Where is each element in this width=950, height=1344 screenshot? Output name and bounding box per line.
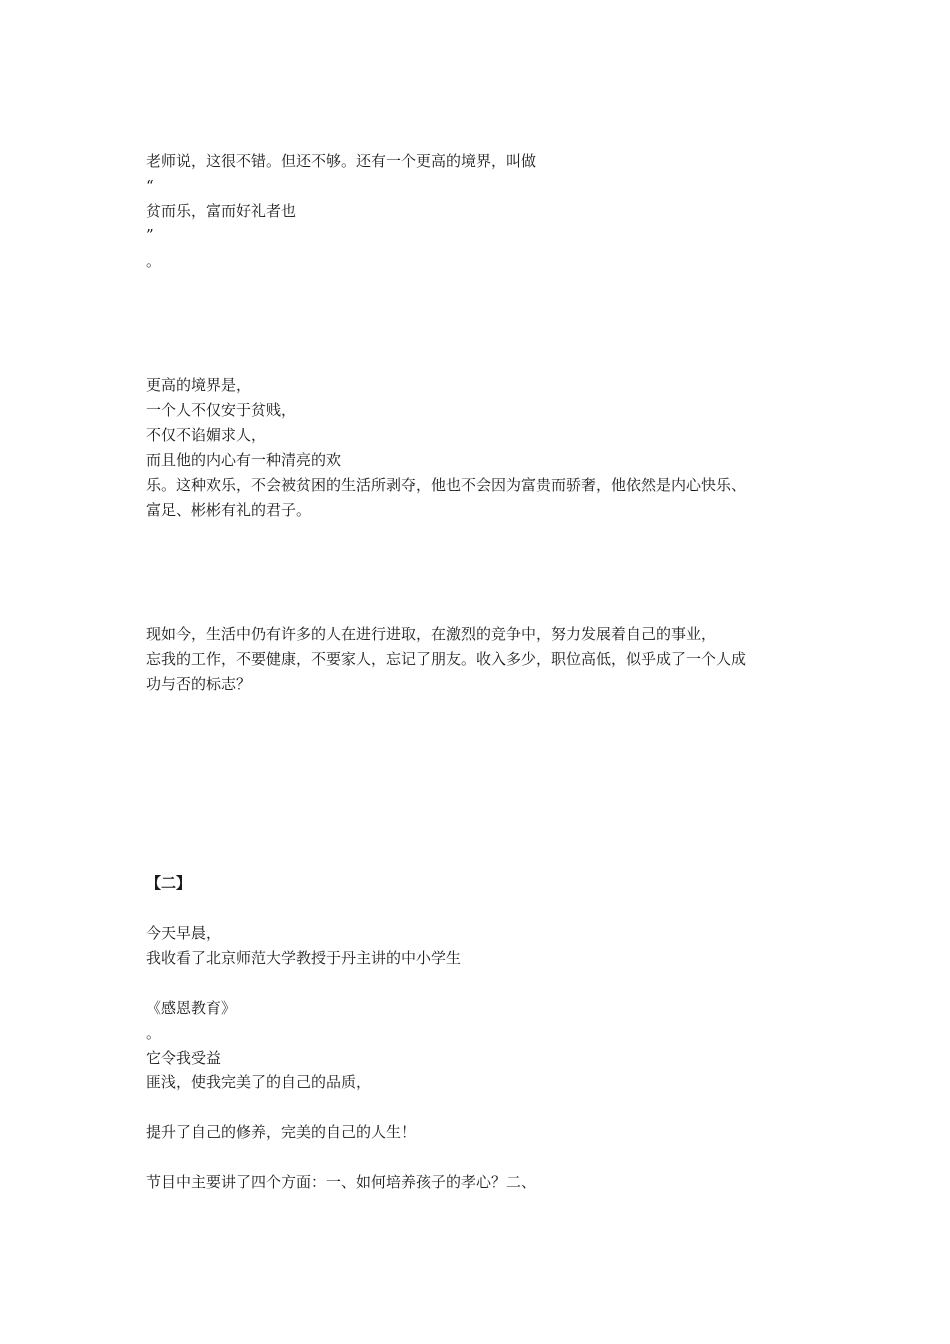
close-quote: ” [146,226,154,244]
text-line: 不仅不谄媚求人， [146,426,267,444]
text-line: 现如今，生活中仍有许多的人在进行进取，在激烈的竞争中，努力发展着自己的事业， [146,625,717,643]
text-line: 提升了自己的修养，完美的自己的人生！ [146,1123,417,1141]
text-line: 而且他的内心有一种清亮的欢 [146,451,342,469]
text-line: 一个人不仅安于贫贱， [146,401,297,419]
text-line: 我收看了北京师范大学教授于丹主讲的中小学生 [146,949,462,967]
text-line: 它令我受益 [146,1049,222,1067]
text-line: 乐。这种欢乐，不会被贫困的生活所剥夺，他也不会因为富贵而骄奢，他依然是内心快乐、 [146,476,747,494]
text-line: 富足、彬彬有礼的君子。 [146,501,312,519]
text-line: 匪浅，使我完美了的自己的品质， [146,1073,372,1091]
text-line: 更高的境界是， [146,376,252,394]
text-line: 功与否的标志？ [146,675,252,693]
text-line: 。 [146,252,162,270]
book-title: 《感恩教育》 [146,999,237,1017]
open-quote: “ [146,177,154,195]
text-line: 今天早晨， [146,924,222,942]
text-line: 贫而乐，富而好礼者也 [146,202,297,220]
text-line: 忘我的工作，不要健康，不要家人，忘记了朋友。收入多少，职位高低，似乎成了一个人成 [146,650,747,668]
text-line: 。 [146,1024,162,1042]
text-line: 老师说，这很不错。但还不够。还有一个更高的境界，叫做 [146,152,537,170]
section-heading: 【二】 [146,874,192,892]
text-line: 节目中主要讲了四个方面：一、如何培养孩子的孝心？二、 [146,1173,537,1191]
